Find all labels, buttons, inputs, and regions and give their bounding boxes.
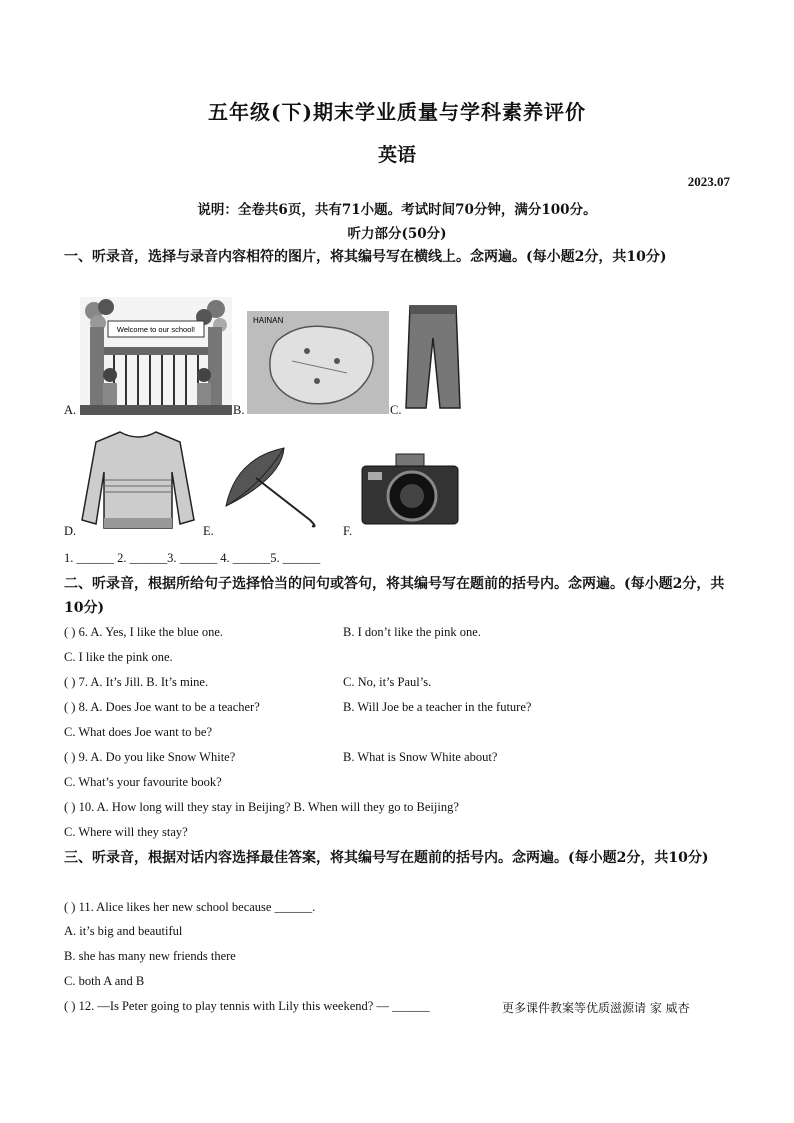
page-title: 五年级(下)期末学业质量与学科素养评价	[208, 100, 586, 124]
q6-option-b: B. I don’t like the pink one.	[343, 625, 481, 639]
school-gate-picture	[80, 297, 232, 415]
camera-picture	[360, 452, 460, 532]
watermark-text: 更多课件教案等优质滋源请 家 威杏	[502, 1001, 690, 1015]
q11-option-c: C. both A and B	[64, 974, 145, 988]
option-b-label: B.	[233, 403, 245, 417]
sweater-picture	[80, 428, 196, 534]
option-e-label: E.	[203, 524, 214, 538]
q12-stem: ( ) 12. —Is Peter going to play tennis with Lily this weekend? — ______	[64, 999, 430, 1013]
q6-stem: ( ) 6. A. Yes, I like the blue one.	[64, 625, 224, 639]
umbrella-picture	[222, 444, 322, 530]
q10-stem: ( ) 10. A. How long will they stay in Beijing? B. When will they go to Beijing?	[64, 800, 459, 814]
q9-option-b: B. What is Snow White about?	[343, 750, 498, 764]
subject-heading: 英语	[377, 144, 416, 166]
q10-option-c: C. Where will they stay?	[64, 825, 188, 839]
q11-option-a: A. it’s big and beautiful	[64, 924, 183, 938]
option-f-label: F.	[343, 524, 353, 538]
q11-option-b: B. she has many new friends there	[64, 949, 236, 963]
section3-instruction: 三、听录音，根据对话内容选择最佳答案，将其编号写在题前的括号内。念两遍。(每小题2分，共10分)	[64, 850, 709, 866]
q7-option-c: C. No, it’s Paul’s.	[343, 675, 432, 689]
answer-blanks[interactable]: 1. ______ 2. ______3. ______ 4. ______5. ______	[64, 551, 321, 565]
gate-banner-text: Welcome to our school!	[116, 325, 196, 334]
q8-option-b: B. Will Joe be a teacher in the future?	[343, 700, 532, 714]
q8-stem: ( ) 8. A. Does Joe want to be a teacher?	[64, 700, 260, 714]
exam-date: 2023.07	[687, 174, 730, 189]
option-d-label: D.	[64, 524, 77, 538]
part-heading: 听力部分(50分)	[347, 226, 447, 242]
q6-option-c: C. I like the pink one.	[64, 650, 173, 664]
section1-instruction: 一、听录音，选择与录音内容相符的图片，将其编号写在横线上。念两遍。(每小题2分，共10分)	[64, 249, 667, 265]
q11-stem: ( ) 11. Alice likes her new school because ______.	[64, 900, 316, 914]
map-title: HAINAN	[253, 316, 284, 325]
hainan-map-picture	[247, 311, 389, 414]
q7-stem: ( ) 7. A. It’s Jill. B. It’s mine.	[64, 675, 209, 689]
section2-instruction: 二、听录音，根据所给句子选择恰当的问句或答句，将其编号写在题前的括号内。念两遍。(每小题2分，共10分)	[64, 576, 725, 616]
q9-option-c: C. What’s your favourite book?	[64, 775, 222, 789]
q8-option-c: C. What does Joe want to be?	[64, 725, 212, 739]
exam-instructions: 说明：全卷共6页，共有71小题。考试时间70分钟，满分100分。	[197, 202, 597, 218]
q9-stem: ( ) 9. A. Do you like Snow White?	[64, 750, 236, 764]
option-a-label: A.	[64, 403, 77, 417]
option-c-label: C.	[390, 403, 402, 417]
trousers-picture	[404, 304, 462, 412]
